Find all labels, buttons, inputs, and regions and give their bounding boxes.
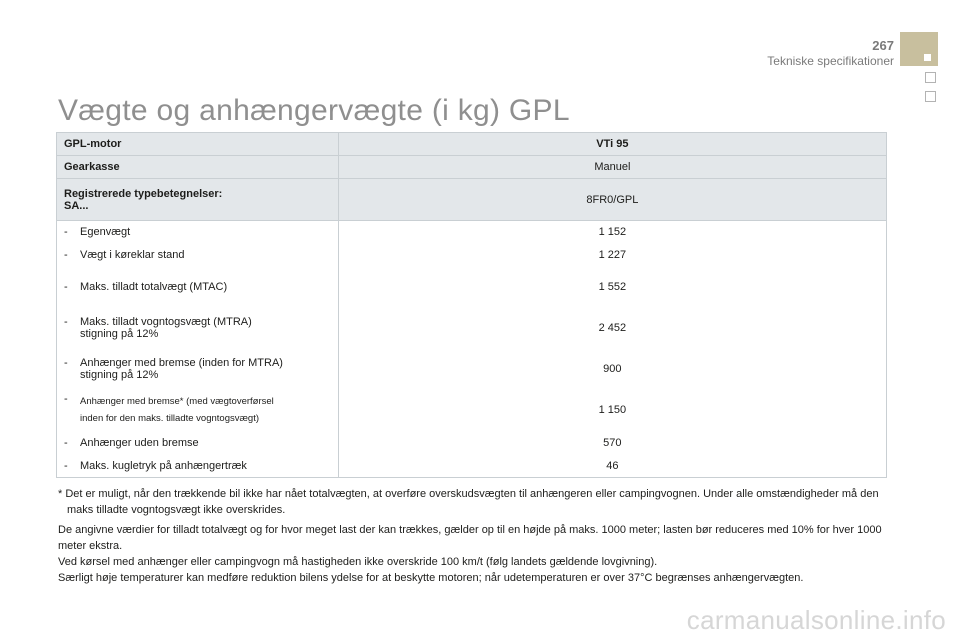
row-label-line: stigning på 12% (80, 327, 159, 340)
row-dash: - (64, 315, 68, 328)
row-dash: - (64, 436, 68, 449)
table-row (57, 349, 887, 390)
notes-block (58, 522, 888, 586)
row-label-line: Anhænger med bremse* (med vægtoverførsel (80, 396, 274, 407)
row-label: Egenvægt (80, 225, 131, 238)
row-value: 1 152 (338, 221, 886, 243)
watermark: carmanualsonline.info (686, 605, 946, 635)
table-row (57, 431, 887, 455)
table-header-row (57, 179, 887, 221)
note-paragraph: De angivne værdier for tilladt totalvægt og for hvor meget last der kan trækkes, gælder op til en højde på maks. 1000 meter; lasten bør reduceres med 10% for hver 1000 meter ekstra. (58, 524, 882, 552)
note-paragraph: Særligt høje temperaturer kan medføre reduktion bilens ydelse for at beskytte motoren; når udetemperaturen er over 37°C begrænses anhængervægten. (58, 572, 804, 584)
row-dash: - (64, 393, 68, 405)
table-header-row (57, 133, 887, 156)
row-label-line: Anhænger med bremse (inden for MTRA) (80, 357, 283, 369)
row-label-line: stigning på 12% (80, 369, 159, 381)
row-label: Maks. kugletryk på anhængertræk (80, 459, 247, 472)
row-dash: - (64, 281, 68, 293)
row-value: 1 552 (338, 268, 886, 307)
row-value: 570 (338, 431, 886, 455)
table-row (57, 455, 887, 478)
type-value: 8FR0/GPL (338, 179, 886, 221)
weights-table (56, 132, 887, 478)
engine-label: GPL-motor (57, 133, 339, 156)
table-row (57, 243, 887, 268)
engine-value: VTi 95 (338, 133, 886, 156)
table-row (57, 390, 887, 431)
row-value: 1 227 (338, 243, 886, 268)
row-dash: - (64, 225, 68, 238)
chapter-tab-marker (924, 54, 931, 61)
gearbox-label: Gearkasse (57, 156, 339, 179)
row-dash: - (64, 459, 68, 472)
row-label-line: Maks. tilladt vogntogsvægt (MTRA) (80, 315, 252, 328)
row-label-line: inden for den maks. tilladte vogntogsvægt) (80, 413, 260, 424)
row-dash: - (64, 249, 68, 261)
type-label (57, 179, 339, 221)
page-title: Vægte og anhængervægte (i kg) GPL (58, 94, 570, 127)
chapter-tab (900, 32, 938, 66)
row-value: 1 150 (338, 390, 886, 431)
type-label-line: Registrerede typebetegnelser: (64, 187, 223, 200)
row-label: Anhænger uden bremse (80, 436, 199, 449)
table-row (57, 221, 887, 243)
note-paragraph: Ved kørsel med anhænger eller campingvogn må hastigheden ikke overskride 100 km/t (følg landets gældende lovgivning). (58, 556, 658, 568)
type-label-line: SA... (64, 199, 89, 212)
chapter-square-1 (925, 72, 936, 83)
row-label (80, 316, 252, 340)
table-row (57, 268, 887, 307)
gearbox-value: Manuel (338, 156, 886, 179)
section-title: Tekniske specifikationer (767, 54, 894, 68)
row-value: 2 452 (338, 307, 886, 349)
table-header-row (57, 156, 887, 179)
row-value: 900 (338, 349, 886, 390)
row-dash: - (64, 357, 68, 369)
row-label: Vægt i køreklar stand (80, 249, 185, 261)
row-label: Maks. tilladt totalvægt (MTAC) (80, 281, 228, 293)
footnote: * Det er muligt, når den trækkende bil ikke har nået totalvægten, at overføre overskudsvægten til anhængeren eller campingvognen. Under alle omstændigheder må den maks tilladte vogntogsvægt ikke overskrides. (58, 488, 879, 516)
row-label (80, 393, 274, 427)
row-label (80, 357, 283, 381)
page-number: 267 (872, 38, 894, 53)
row-value: 46 (338, 455, 886, 478)
table-row (57, 307, 887, 349)
chapter-square-2 (925, 91, 936, 102)
